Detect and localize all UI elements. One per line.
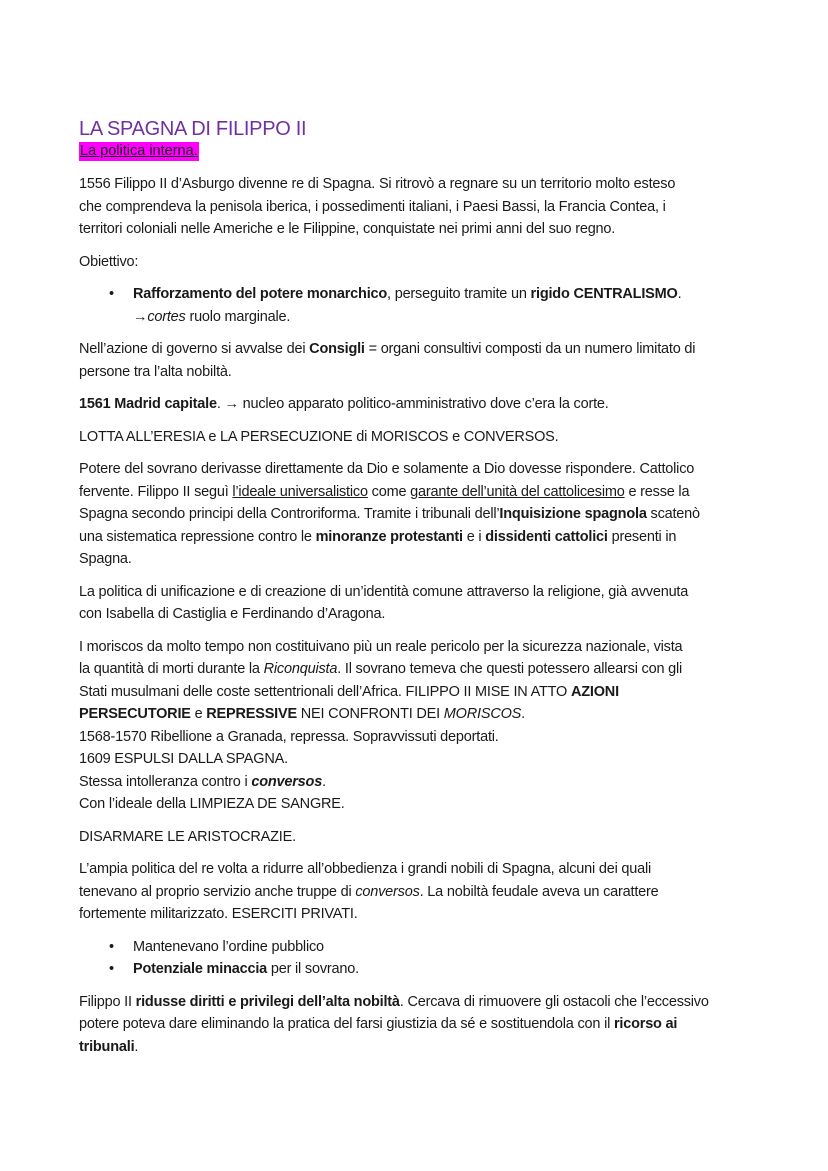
text-run: 1609 ESPULSI DALLA SPAGNA. (79, 751, 288, 767)
text-run: Inquisizione spagnola (499, 506, 647, 522)
text-line (79, 703, 779, 726)
text-run: e (190, 706, 207, 722)
text-line (79, 196, 779, 219)
text-run: minoranze protestanti (315, 528, 463, 545)
text-run: Nell’azione di governo si avvalse dei (79, 341, 310, 357)
text-run: MORISCOS (443, 706, 522, 722)
paragraph (79, 636, 779, 816)
bullet-list (79, 283, 779, 328)
text-run: DISARMARE LE ARISTOCRAZIE. (79, 828, 296, 845)
text-run: . → nucleo apparato politico-amministrativo dove c’era la corte. (216, 396, 609, 412)
text-line (79, 603, 779, 626)
text-run: la quantità di morti durante la (79, 661, 264, 677)
text-run: conversos (355, 883, 420, 900)
list-item (79, 283, 779, 306)
text-line (79, 826, 779, 849)
text-line (79, 503, 779, 526)
paragraph (79, 858, 779, 926)
text-run: I moriscos da molto tempo non costituivano più un reale pericolo per la sicurezza nazionale, vista (79, 638, 683, 655)
text-run: una sistematica repressione contro le (79, 528, 316, 545)
text-run: LOTTA ALL’ERESIA e LA PERSECUZIONE di MORISCOS e CONVERSOS. (79, 428, 559, 445)
text-run: . (521, 706, 525, 722)
text-run: Filippo II (79, 993, 136, 1010)
text-run: scatenò (646, 506, 700, 522)
text-line (79, 881, 779, 904)
text-run: Mantenevano l’ordine pubblico (133, 938, 324, 955)
text-run: Rafforzamento del potere monarchico (133, 286, 388, 302)
bullet-icon: • (109, 938, 114, 955)
text-run: territori coloniali nelle Americhe e le Filippine, conquistate nei primi anni del suo regno. (79, 221, 616, 237)
text-run: 1568-1570 Ribellione a Granada, repressa. Sopravvissuti deportati. (79, 728, 499, 745)
list-item (79, 958, 779, 981)
text-run: = organi consultivi composti da un numero limitato di (364, 341, 696, 357)
text-run: . Il sovrano temeva che questi potessero allearsi con gli (337, 661, 683, 677)
text-run: La politica di unificazione e di creazione di un’identità comune attraverso la religione, già avvenuta (79, 583, 689, 600)
text-line (79, 771, 779, 794)
paragraph (79, 251, 779, 274)
text-run: potere poteva dare eliminando la pratica del farsi giustizia da sé e sostituendola con il (79, 1016, 614, 1032)
text-run: Potenziale minaccia (133, 961, 268, 977)
text-run: Spagna. (79, 551, 132, 567)
text-run: e resse la (624, 483, 690, 500)
text-line (79, 481, 779, 504)
text-line (79, 903, 779, 926)
text-line (79, 173, 779, 196)
text-run: . (322, 773, 326, 790)
text-run: ridusse diritti e privilegi dell’alta nobiltà (135, 993, 400, 1010)
text-line (79, 658, 779, 681)
text-run: L’ampia politica del re volta a ridurre all’obbedienza i grandi nobili di Spagna, alcuni dei quali (79, 861, 652, 877)
text-run: Potere del sovrano derivasse direttamente da Dio e solamente a Dio dovesse rispondere. Cattolico (79, 461, 695, 477)
text-line (79, 748, 779, 771)
text-run: ruolo marginale. (185, 308, 291, 325)
text-run: rigido CENTRALISMO (530, 286, 678, 302)
paragraph (79, 426, 779, 449)
text-line (79, 526, 779, 549)
text-line (79, 581, 779, 604)
text-run: tenevano al proprio servizio anche truppe di (79, 883, 356, 900)
text-run: Riconquista (263, 661, 338, 677)
text-line (79, 361, 779, 384)
text-run: e i (462, 528, 486, 545)
text-run: come (367, 483, 411, 500)
section-subtitle: La politica interna. (80, 143, 198, 159)
text-run: che comprendeva la penisola iberica, i possedimenti italiani, i Paesi Bassi, la Francia Contea, i (79, 198, 666, 215)
text-run: fortemente militarizzato. ESERCITI PRIVATI. (79, 906, 358, 922)
text-line (79, 726, 779, 749)
text-line (79, 218, 779, 241)
bullet-icon: • (109, 286, 114, 302)
text-run: tribunali (79, 1038, 135, 1055)
paragraph (79, 991, 779, 1059)
text-line (79, 681, 779, 704)
text-run: Stati musulmani delle coste settentrionali dell’Africa. FILIPPO II MISE IN ATTO (79, 683, 571, 700)
text-run: 1556 Filippo II d’Asburgo divenne re di Spagna. Si ritrovò a regnare su un territorio molto esteso (79, 176, 676, 192)
text-line (79, 426, 779, 449)
text-run: . La nobiltà feudale aveva un carattere (419, 883, 659, 900)
text-run: presenti in (607, 528, 677, 545)
text-line (79, 548, 779, 571)
paragraph (79, 458, 779, 571)
text-run: . (134, 1038, 139, 1055)
bullet-list (79, 936, 779, 981)
paragraph (79, 173, 779, 241)
paragraph (79, 581, 779, 626)
text-run: Spagna secondo principi della Controriforma. Tramite i tribunali dell’ (79, 506, 500, 522)
text-run: Obiettivo: (79, 253, 139, 270)
text-run: Stessa intolleranza contro i (79, 773, 252, 790)
text-run: Consigli (309, 341, 365, 357)
text-run: , perseguito tramite un (387, 286, 531, 302)
text-run: . (677, 286, 682, 302)
text-run: garante dell’unità del cattolicesimo (410, 483, 625, 500)
text-line (79, 858, 779, 881)
text-run: persone tra l’alta nobiltà. (79, 363, 232, 380)
document-page (79, 116, 779, 1068)
document-title: LA SPAGNA DI FILIPPO II (79, 118, 307, 140)
text-line (79, 991, 779, 1014)
text-run: conversos (251, 773, 323, 790)
text-run: l’ideale universalistico (232, 483, 368, 500)
text-run: Con l’ideale della LIMPIEZA DE SANGRE. (79, 796, 345, 812)
text-run: . Cercava di rimuovere gli ostacoli che l’eccessivo (399, 993, 709, 1010)
list-item (79, 936, 779, 959)
bullet-icon: • (109, 961, 114, 977)
text-run: per il sovrano. (267, 961, 359, 977)
text-run: AZIONI (570, 683, 619, 700)
document-body (79, 173, 779, 1058)
paragraph (79, 393, 779, 416)
text-run: fervente. Filippo II seguì (79, 483, 233, 500)
text-line (79, 636, 779, 659)
list-item (79, 306, 779, 329)
text-run: → (133, 308, 148, 325)
text-run: 1561 Madrid capitale (79, 396, 217, 412)
text-run: REPRESSIVE (206, 706, 297, 722)
text-line (79, 338, 779, 361)
text-line (79, 393, 779, 416)
text-run: ricorso ai (613, 1016, 678, 1032)
text-run: PERSECUTORIE (79, 706, 191, 722)
text-run: cortes (147, 308, 186, 325)
text-line (79, 1013, 779, 1036)
text-run: dissidenti cattolici (485, 528, 608, 545)
text-line (79, 793, 779, 816)
text-line (79, 1036, 779, 1059)
text-run: con Isabella di Castiglia e Ferdinando d’Aragona. (79, 606, 386, 622)
paragraph (79, 338, 779, 383)
paragraph (79, 826, 779, 849)
text-run: NEI CONFRONTI DEI (296, 706, 444, 722)
text-line (79, 251, 779, 274)
text-line (79, 458, 779, 481)
